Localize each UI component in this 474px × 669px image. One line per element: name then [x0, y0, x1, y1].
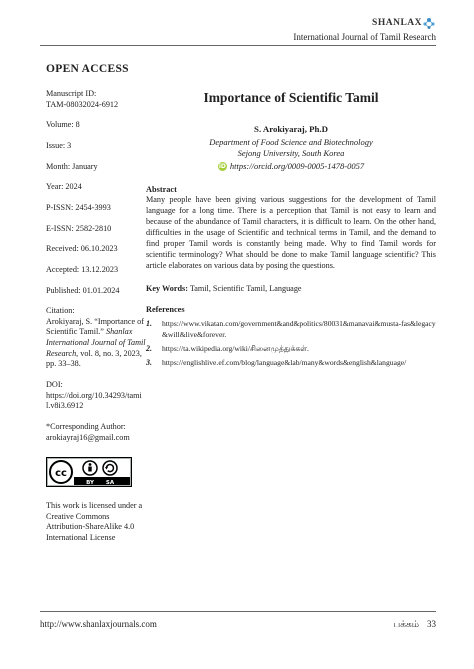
open-access-label: OPEN ACCESS	[46, 63, 129, 75]
license-text: This work is licensed under a Creative Commons Attribution-ShareAlike 4.0 International License	[46, 501, 143, 542]
footer-journal-url[interactable]: http://www.shanlaxjournals.com	[40, 619, 157, 629]
reference-item	[146, 343, 436, 355]
footer-divider	[40, 611, 436, 612]
references-list	[146, 318, 436, 369]
article-metadata-sidebar	[46, 62, 146, 554]
citation-label: Citation:	[46, 306, 75, 316]
cc-by-sa-license-icon[interactable]	[46, 457, 132, 487]
publisher-brand: SHANLAX	[372, 18, 422, 28]
orcid-icon: iD	[218, 163, 226, 171]
keywords	[146, 284, 436, 293]
reference-number: 1.	[146, 318, 152, 328]
year: Year: 2024	[46, 182, 82, 192]
footer-page-number: 33	[427, 619, 436, 629]
abstract-heading: Abstract	[146, 185, 177, 195]
author-department: Department of Food Science and Biotechnology	[209, 137, 373, 147]
volume: Volume: 8	[46, 120, 80, 130]
reference-link[interactable]: https://ta.wikipedia.org/wiki/சினைமுத்துக்கள்.	[162, 343, 309, 353]
corresponding-author	[46, 422, 146, 443]
citation-details: , vol. 8, no. 3, 2023, pp. 33–38.	[46, 348, 142, 369]
doi-label: DOI:	[46, 380, 63, 390]
published-date: Published: 01.01.2024	[46, 285, 120, 295]
keywords-label: Key Words:	[146, 283, 188, 293]
corresponding-author-label: *Corresponding Author:	[46, 422, 126, 432]
citation	[46, 306, 146, 370]
orcid-line	[146, 161, 436, 172]
cc-badge-cc-text: cc	[55, 468, 67, 480]
author-name: S. Arokiyaraj, Ph.D	[254, 124, 328, 134]
received-date: Received: 06.10.2023	[46, 244, 118, 254]
footer-page-info	[386, 619, 436, 631]
shanlax-logo-icon	[422, 16, 436, 30]
page-header	[40, 16, 436, 52]
accepted-date: Accepted: 13.12.2023	[46, 264, 119, 274]
reference-item	[146, 357, 436, 369]
reference-number: 3.	[146, 357, 152, 367]
cc-badge-by-text: BY	[86, 480, 94, 487]
manuscript-id	[46, 89, 146, 110]
issue: Issue: 3	[46, 140, 72, 150]
doi	[46, 380, 146, 412]
manuscript-id-label: Manuscript ID:	[46, 88, 97, 98]
orcid-link[interactable]: https://orcid.org/0009-0005-1478-0057	[229, 160, 365, 171]
e-issn: E-ISSN: 2582-2810	[46, 223, 112, 233]
author-university: Sejong University, South Korea	[237, 148, 345, 159]
reference-link[interactable]: https://englishlive.ef.com/blog/language&lab/many&words&english&language/	[162, 357, 407, 367]
header-divider	[40, 45, 436, 46]
reference-link[interactable]: https://www.vikatan.com/government&and&politics/80031&manavai&musta-fas&legacy&will&live&forever.	[162, 318, 436, 340]
manuscript-id-value: TAM-08032024-6912	[46, 99, 119, 109]
references-heading: References	[146, 304, 185, 314]
footer-page-word: பக்கம்	[393, 619, 419, 629]
reference-item	[146, 318, 436, 341]
abstract-text: Many people have been giving various suggestions for the development of Tamil language for a long time. There is a perception that Tamil is not easy to learn and because of the abundance of Tamil characters, it is difficult to learn. On the other hand, difficulties in the usage of Scientific and technical terms in Tamil, and the demand to find proper Tamil words is constantly being made. Why to find Tamil words for scientific terminology? What should be done to make Tamil language scientific? This article elaborates on various data by posing the questions.	[146, 195, 436, 270]
corresponding-author-email[interactable]: arokiayraj16@gmail.com	[46, 432, 130, 442]
p-issn: P-ISSN: 2454-3993	[46, 202, 111, 212]
cc-badge-sa-text: SA	[105, 480, 115, 487]
doi-link[interactable]: https://doi.org/10.34293/tamil.v8i3.6912	[46, 390, 142, 411]
citation-journal: Shanlax International Journal of Tamil Research	[46, 327, 146, 358]
reference-number: 2.	[146, 343, 152, 353]
citation-author-title: Arokiyaraj, S. “Importance of Scientific Tamil.”	[46, 316, 144, 337]
page-footer	[40, 611, 436, 641]
citation-text	[46, 317, 146, 370]
article-main	[146, 62, 436, 371]
article-title: Importance of Scientific Tamil	[203, 90, 379, 105]
keywords-value: Tamil, Scientific Tamil, Language	[189, 283, 302, 293]
journal-name: International Journal of Tamil Research	[293, 32, 436, 42]
month: Month: January	[46, 161, 98, 171]
